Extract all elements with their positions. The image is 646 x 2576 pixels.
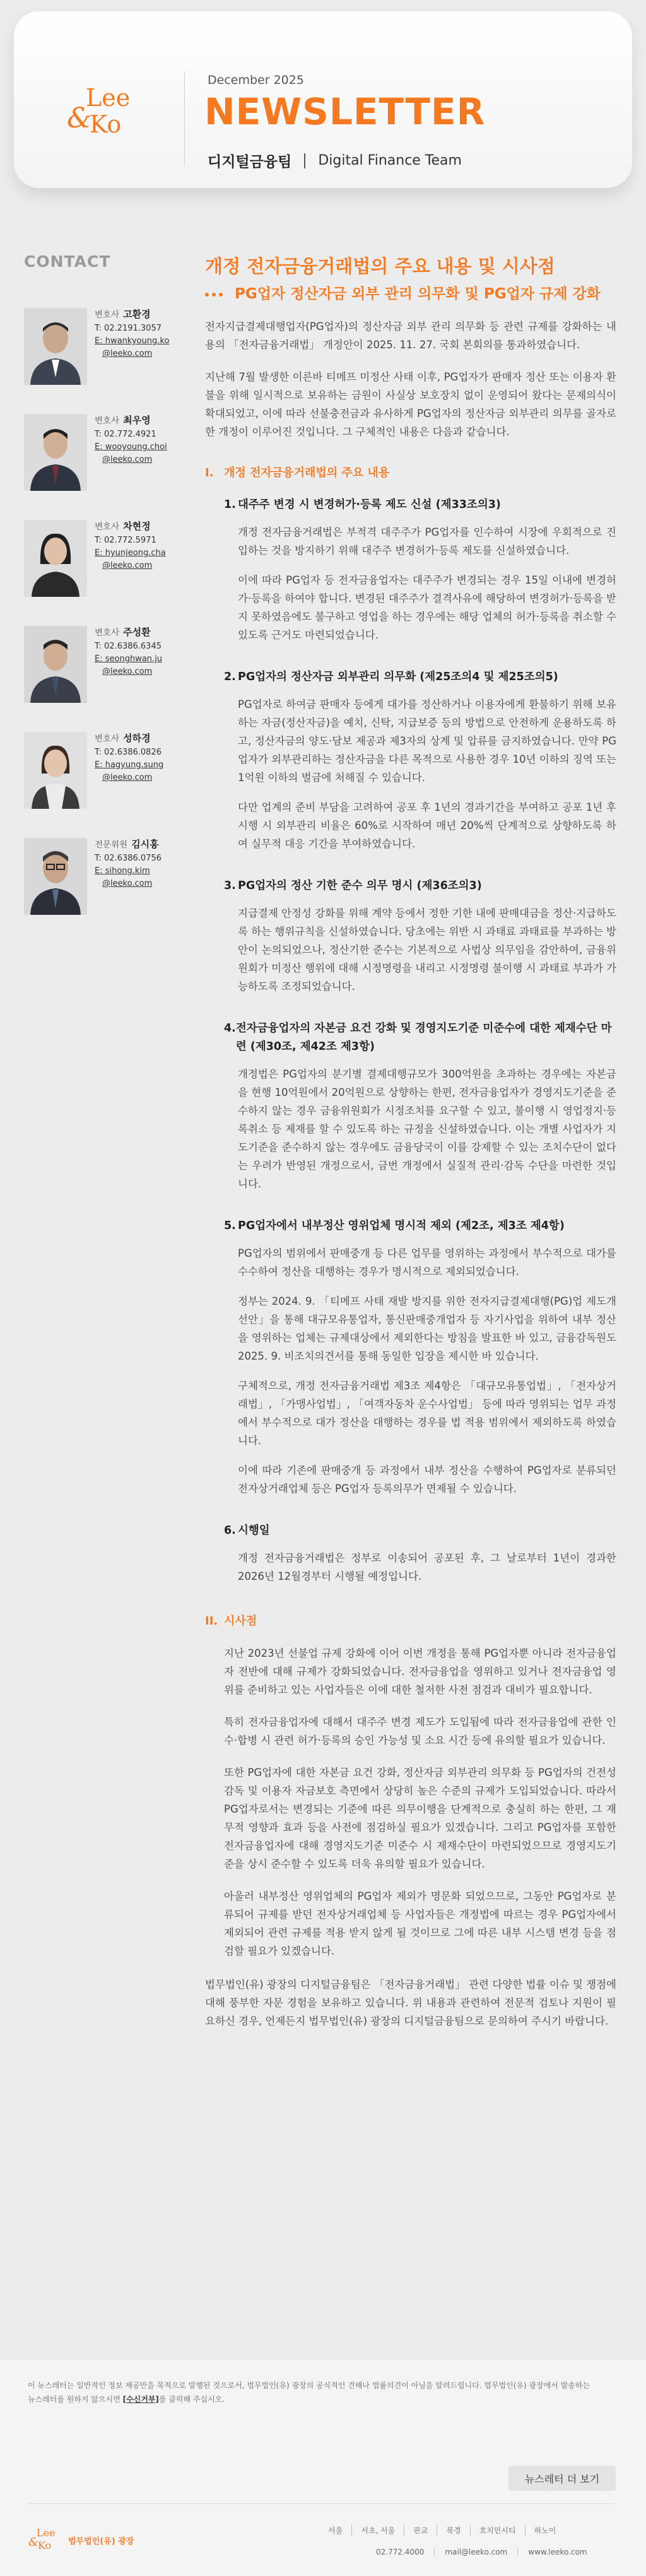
newsletter-header: [14, 11, 632, 188]
contact-role: 변호사: [95, 416, 120, 426]
avatar: [24, 838, 87, 915]
more-newsletters-button[interactable]: 뉴스레터 더 보기: [508, 2466, 616, 2491]
article-subtitle-text: PG업자 정산자금 외부 관리 의무화 및 PG업자 규제 강화: [235, 286, 601, 302]
contact-name: 주성환: [123, 626, 151, 638]
contact-email-domain[interactable]: @leeko.com: [102, 561, 153, 570]
avatar: [24, 414, 87, 491]
office-item: 호치민시티: [470, 2525, 525, 2536]
contact-email-domain[interactable]: @leeko.com: [102, 773, 153, 782]
item-paragraph: 지급결제 안정성 강화를 위해 계약 등에서 정한 기한 내에 판매대금을 정산·지급하도록 하는 행위규칙을 신설하였습니다. 당초에는 위반 시 과태료 과태료를 부과하는 방안이 논의되었으나, 정산기한 준수는 기본적으로 사법상 의무임을 감안하여, 금융위원회가 미정산 행위에 대해 시정명령을 내리고 시정명령 불이행 시 과태료 부과가 가능하도록 조정되었습니다.: [238, 907, 616, 992]
item-heading: [224, 668, 616, 686]
item-paragraph: 개정 전자금융거래법은 정부로 이송되어 공포된 후, 그 날로부터 1년이 경과한 2026년 12월경부터 시행될 예정입니다.: [238, 1552, 616, 1582]
intro-paragraph: 지난해 7월 발생한 이른바 티메프 미정산 사태 이후, PG업자가 판매자 정산 또는 이용자 환불을 위해 일시적으로 보유하는 금원이 사실상 보호장치 없이 운영되어 왔다는 문제의식이 확대되었고, 이에 따라 선불충전금과 유사하게 PG업자의 정산자금 외부관리 의무를 골자로 한 개정이 이루어진 것입니다. 그 구체적인 내용은 다음과 같습니다.: [205, 371, 616, 438]
disclaimer-line-1: 이 뉴스레터는 일반적인 정보 제공만을 목적으로 발행된 것으로서, 법무법인(유) 광장의 공식적인 견해나 법률의견이 아님을 알려드립니다. 법무법인(유) 광장에서 발송하는: [28, 2381, 590, 2390]
svg-text:&: &: [67, 102, 92, 134]
contact-card: [24, 520, 182, 602]
item-paragraph: 이에 따라 PG업자 등 전자금융업자는 대주주가 변경되는 경우 15일 이내에 변경허가·등록을 하여야 합니다. 변경된 대주주가 결격사유에 해당하여 변경허가·등록을 받지 못하였음에도 불구하고 영업을 하는 경우에는 해당 업체의 허가·등록을 취소할 수 있도록 근거도 마련되었습니다.: [238, 574, 616, 641]
firm-name: 법무법인(유) 광장: [68, 2536, 134, 2546]
footer-divider: [28, 2503, 614, 2504]
contact-name: 김시홍: [131, 838, 159, 850]
newsletter-title: NEWSLETTER: [204, 90, 486, 133]
item-title: 전자금융업자의 자본금 요건 강화 및 경영지도기준 미준수에 대한 제재수단 마련 (제30조, 제42조 제3항): [235, 1022, 612, 1053]
lee-ko-logo: [64, 79, 159, 149]
contact-email-link[interactable]: E: wooyoung.choi: [95, 442, 167, 452]
contact-info: [95, 520, 166, 572]
contact-role: 변호사: [95, 310, 120, 320]
lee-ko-logo-icon: [64, 79, 159, 149]
svg-text:Lee: Lee: [37, 2527, 56, 2539]
item-paragraph: PG업자로 하여금 판매자 등에게 대가를 정산하거나 이용자에게 환불하기 위해 보유하는 자금(정산자금)을 예치, 신탁, 지급보증 등의 방법으로 안전하게 운용하도록 하고, 정산자금의 양도·담보 제공과 제3자의 상계 및 압류를 금지하였습니다. 만약 PG업자가 외부관리하는 정산자금을 다른 목적으로 사용한 경우 10년 이하의 징역 또는 1억원 이하의 벌금에 처해질 수 있습니다.: [238, 698, 616, 784]
item-number: 3.: [224, 879, 236, 892]
article-subtitle: [205, 285, 616, 303]
implication-paragraph: 특히 전자금융업자에 대해서 대주주 변경 제도가 도입됨에 따라 전자금융업에 관한 인수·합병 시 관련 허가·등록의 승인 가능성 및 소요 시간 등에 유의할 필요가 있습니다.: [224, 1716, 616, 1746]
section-number: I.: [205, 466, 214, 479]
item-paragraph: 정부는 2024. 9. 「티메프 사태 재발 방지를 위한 전자지급결제대행(PG)업 제도개선안」을 통해 대규모유통업자, 통신판매중개업자 등 자기사업을 위하여 내부 정산을 영위하는 업체는 규제대상에서 제외한다는 방침을 발표한 바 있고, 금융감독원도 2025. 9. 비조치의견서를 통해 동일한 입장을 제시한 바 있습니다.: [238, 1295, 616, 1362]
implication-paragraph: 지난 2023년 선불업 규제 강화에 이어 이번 개정을 통해 PG업자뿐 아니라 전자금융업자 전반에 대해 규제가 강화되었습니다. 전자금융업을 영위하고 있거나 전자금융업 영위를 준비하고 있는 사업자들은 이에 대한 철저한 사전 점검과 대비가 필요합니다.: [224, 1647, 616, 1696]
section-heading: [205, 464, 616, 482]
office-item: 서초, 서울: [351, 2525, 404, 2536]
contact-name: 성하경: [123, 732, 151, 744]
item-title: 시행일: [238, 1524, 270, 1537]
unsubscribe-link[interactable]: [수신거부]: [122, 2395, 159, 2404]
team-line: [208, 150, 462, 171]
office-item: 북경: [437, 2525, 469, 2536]
footer-logo: [28, 2525, 134, 2555]
contact-tel: T: 02.2191.3057: [95, 324, 162, 333]
contact-tel: T: 02.6386.6345: [95, 642, 162, 651]
item-paragraph: 구체적으로, 개정 전자금융거래법 제3조 제4항은 「대규모유통업법」, 「전자상거래법」, 「가맹사업법」, 「여객자동차 운수사업법」 등에 따라 영위되는 업무 과정에서 부수적으로 대가 정산을 대행하는 경우를 법 적용 범위에서 제외하도록 하였습니다.: [238, 1380, 616, 1447]
footer: [0, 2360, 646, 2576]
contact-tel: T: 02.6386.0826: [95, 748, 162, 757]
firm-contact-row: [376, 2548, 597, 2556]
disclaimer-text: 뉴스레터를 원하지 않으시면: [28, 2395, 123, 2404]
office-list: [328, 2525, 565, 2536]
item-paragraph: PG업자의 범위에서 판매중개 등 다른 업무를 영위하는 과정에서 부수적으로 대가를 수수하여 정산을 대행하는 경우가 명시적으로 제외되었습니다.: [238, 1247, 616, 1278]
office-item: 서울: [328, 2526, 343, 2535]
contact-tel: T: 02.6386.0756: [95, 854, 162, 863]
section-heading: [205, 1612, 616, 1630]
contact-name: 차현정: [123, 520, 151, 532]
disclaimer-text: 를 클릭해 주십시오.: [158, 2395, 225, 2404]
item-heading: [224, 877, 616, 895]
contact-email-domain[interactable]: @leeko.com: [102, 349, 153, 358]
implication-paragraph: 또한 PG업자에 대한 자본금 요건 강화, 정산자금 외부관리 의무화 등 PG업자의 건전성 감독 및 이용자 자금보호 측면에서 상당히 높은 수준의 규제가 도입되었습니다. 따라서 PG업자로서는 변경되는 기준에 따른 의무이행을 단계적으로 충실히 하는 한편, 그 재무적 영향과 효과 등을 사전에 점검하실 필요가 있겠습니다. 그리고 PG업자를 포함한 전자금융업자에 대해 경영지도기준 미준수 시 제재수단이 마련되었으므로 경영지도기준을 상시 준수할 수 있도록 더욱 유의할 필요가 있습니다.: [224, 1767, 616, 1870]
item-title: PG업자의 정산자금 외부관리 의무화 (제25조의4 및 제25조의5): [238, 671, 558, 683]
implication-paragraph: 아울러 내부정산 영위업체의 PG업자 제외가 명문화 되었으므로, 그동안 PG업자로 분류되어 규제를 받던 전자상거래업체 등 사업자들은 개정법에 따르는 경우 PG업자에서 제외되어 관련 규제를 적용 받지 않게 될 것이므로 그에 따른 내부 시스템 변경 등을 점검할 필요가 있겠습니다.: [224, 1890, 616, 1957]
article-title: 개정 전자금융거래법의 주요 내용 및 시사점: [205, 256, 555, 277]
contact-info: [95, 732, 163, 784]
issue-date: December 2025: [208, 73, 304, 87]
contact-card: [24, 626, 182, 708]
item-heading: [224, 1217, 616, 1235]
contact-card: [24, 414, 182, 496]
section-title: 시사점: [224, 1614, 257, 1628]
contact-card: [24, 838, 182, 920]
header-divider: [184, 71, 185, 166]
team-separator: [304, 153, 305, 168]
item-paragraph: 개정 전자금융거래법은 부적격 대주주가 PG업자를 인수하여 시장에 우회적으로 진입하는 것을 방지하기 위해 대주주 변경허가·등록 제도를 신설하였습니다.: [238, 526, 616, 556]
item-heading: [224, 1020, 616, 1056]
closing-paragraph: 법무법인(유) 광장의 디지털금융팀은 「전자금융거래법」 관련 다양한 법률 이슈 및 쟁점에 대해 풍부한 자문 경험을 보유하고 있습니다. 위 내용과 관련하여 전문적 검토나 지원이 필요하신 경우, 언제든지 법무법인(유) 광장의 디지털금융팀으로 문의하여 주시기 바랍니다.: [205, 1979, 616, 2027]
contact-card: [24, 732, 182, 814]
office-item: 하노이: [525, 2525, 565, 2536]
contact-role: 변호사: [95, 522, 120, 532]
svg-text:Ko: Ko: [90, 110, 122, 138]
contact-role: 전문위원: [95, 840, 128, 850]
disclaimer-line-2: [28, 2392, 614, 2406]
contact-email-domain[interactable]: @leeko.com: [102, 879, 153, 888]
intro-paragraph: 전자지급결제대행업자(PG업자)의 정산자금 외부 관리 의무화 등 관련 규제를 강화하는 내용의 「전자금융거래법」 개정안이 2025. 11. 27. 국회 본회의를 통과하였습니다.: [205, 321, 616, 351]
article: [205, 254, 616, 2044]
section-title: 개정 전자금융거래법의 주요 내용: [224, 466, 390, 479]
contact-email-link[interactable]: E: hwankyoung.ko: [95, 336, 170, 346]
item-heading: [224, 496, 616, 514]
office-item: 판교: [404, 2525, 437, 2536]
item-number: 4.: [224, 1022, 236, 1035]
contact-role: 변호사: [95, 734, 120, 744]
firm-tel: 02.772.4000: [376, 2548, 425, 2556]
team-name-en: Digital Finance Team: [318, 153, 462, 168]
avatar: [24, 308, 87, 385]
contact-name: 고환경: [123, 309, 151, 320]
contact-info: [95, 308, 169, 360]
avatar: [24, 626, 87, 703]
item-number: 5.: [224, 1220, 236, 1232]
contact-email-link[interactable]: E: sihong.kim: [95, 866, 150, 876]
firm-website-link[interactable]: www.leeko.com: [517, 2548, 597, 2556]
contact-name: 최우영: [123, 415, 151, 426]
section-number: II.: [205, 1614, 218, 1628]
avatar: [24, 520, 87, 597]
contact-email-link[interactable]: E: hagyung.sung: [95, 760, 164, 770]
avatar: [24, 732, 87, 809]
contact-email-link[interactable]: E: hyunjeong.cha: [95, 548, 166, 558]
dots-icon: [205, 293, 226, 297]
item-number: 6.: [224, 1524, 236, 1537]
item-paragraph: 다만 업계의 준비 부담을 고려하여 공포 후 1년의 경과기간을 부여하고 공포 1년 후 시행 시 외부관리 비율은 60%로 시작하여 매년 20%씩 단계적으로 상향하도록 하여 실무적 대응 기간을 부여하였습니다.: [238, 801, 616, 850]
item-heading: [224, 1522, 616, 1540]
svg-text:&: &: [28, 2536, 39, 2549]
item-paragraph: 개정법은 PG업자의 분기별 결제대행규모가 300억원을 초과하는 경우에는 자본금을 현행 10억원에서 20억원으로 상향하는 한편, 전자금융업자가 경영지도기준을 준수하지 않는 경우 금융위원회가 시정조치를 요구할 수 있고, 불이행 시 영업정지·등록취소 등 제재를 할 수 있도록 하는 규정을 신설하였습니다. 이는 개별 사업자가 지도기준을 준수하지 않는 경우에도 금융당국이 이를 강제할 수 있는 조치수단이 없다는 우려가 반영된 개정으로서, 금번 개정에서 실질적 관리·감독 수단을 마련한 것입니다.: [238, 1068, 616, 1190]
item-paragraph: 이에 따라 기존에 판매중개 등 과정에서 내부 정산을 수행하여 PG업자로 분류되던 전자상거래업체 등은 PG업자 등록의무가 면제될 수 있습니다.: [238, 1464, 616, 1495]
firm-email-link[interactable]: mail@leeko.com: [434, 2548, 517, 2556]
item-title: PG업자의 정산 기한 준수 의무 명시 (제36조의3): [238, 879, 482, 892]
contact-info: [95, 414, 167, 466]
item-title: PG업자에서 내부정산 영위업체 명시적 제외 (제2조, 제3조 제4항): [238, 1220, 565, 1232]
contact-email-domain[interactable]: @leeko.com: [102, 667, 153, 676]
contact-tel: T: 02.772.4921: [95, 430, 156, 439]
contact-info: [95, 838, 162, 890]
lee-ko-logo-icon: [28, 2525, 63, 2555]
contact-tel: T: 02.772.5971: [95, 536, 156, 545]
contact-heading: CONTACT: [24, 252, 111, 271]
contact-info: [95, 626, 162, 678]
item-number: 1.: [224, 498, 236, 511]
svg-text:Ko: Ko: [38, 2539, 52, 2551]
contact-email-domain[interactable]: @leeko.com: [102, 455, 153, 464]
contact-card: [24, 308, 182, 390]
contact-role: 변호사: [95, 628, 120, 638]
contact-email-link[interactable]: E: seonghwan.ju: [95, 654, 163, 664]
item-title: 대주주 변경 시 변경허가·등록 제도 신설 (제33조의3): [238, 498, 501, 511]
svg-text:Lee: Lee: [86, 84, 131, 112]
team-name-ko: 디지털금융팀: [208, 154, 292, 170]
disclaimer: [28, 2379, 614, 2406]
item-number: 2.: [224, 671, 236, 683]
